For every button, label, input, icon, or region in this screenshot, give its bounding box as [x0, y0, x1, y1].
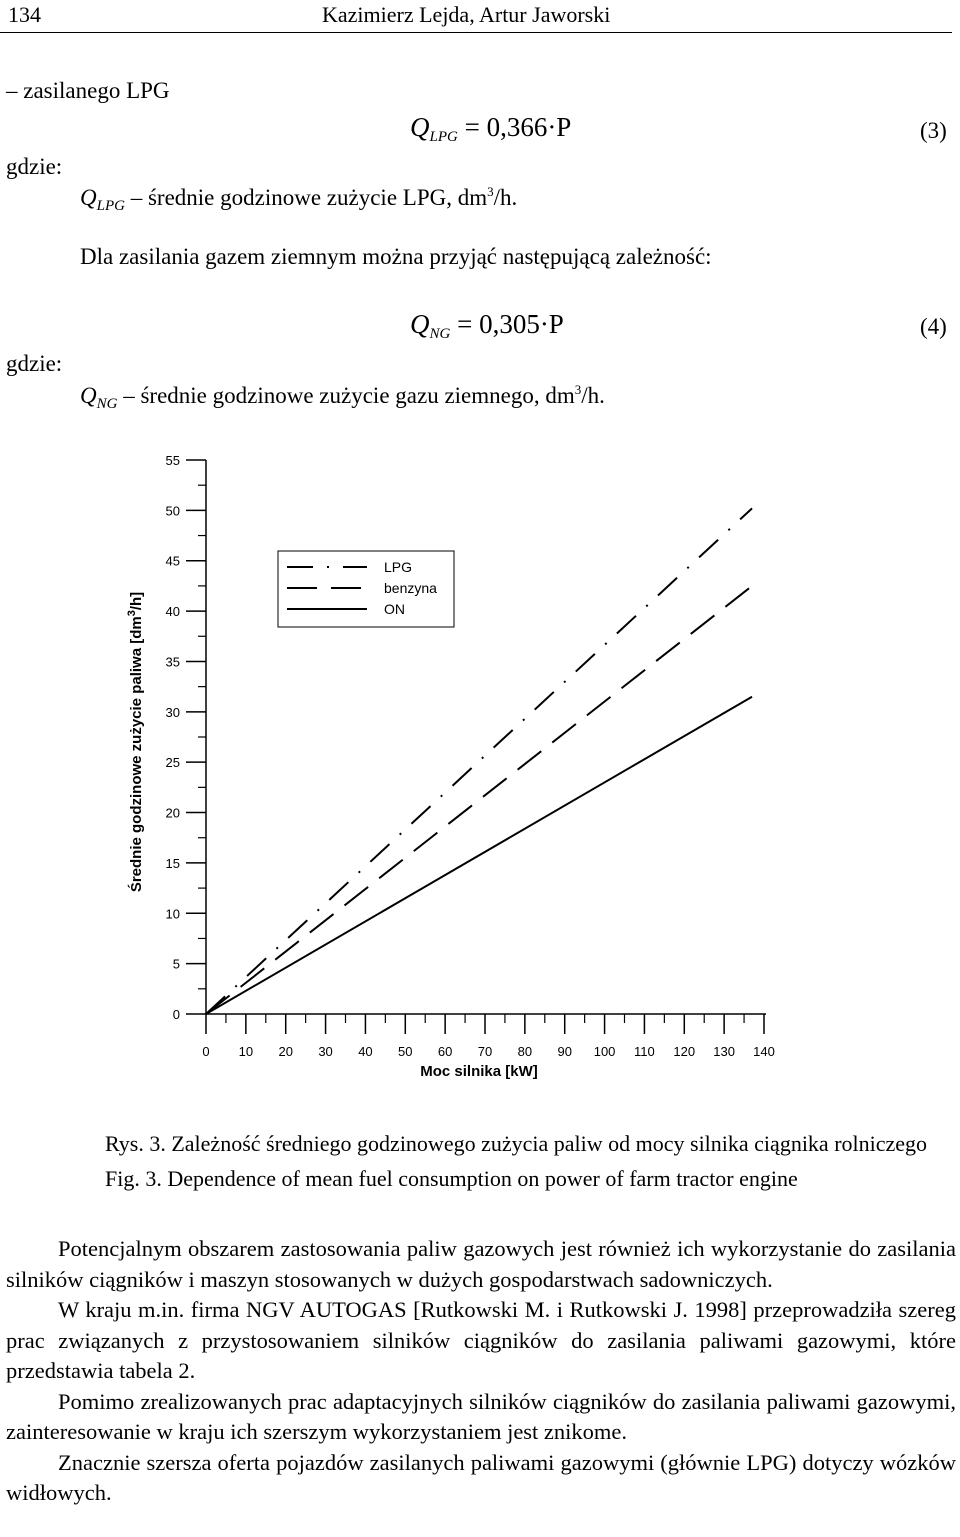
running-head: Kazimierz Lejda, Artur Jaworski — [322, 2, 611, 27]
header-rule — [0, 32, 952, 33]
x-tick-label: 30 — [318, 1044, 333, 1059]
paragraph-2: W kraju m.in. firma NGV AUTOGAS [Rutkowski M. i Rutkowski J. 1998] przeprowadziła szereg prac związanych z przystosowaniem silników ciągników do zasilania paliwami gazowymi, które przedstawia tabela 2. — [6, 1297, 956, 1383]
def1-sup: 3 — [487, 184, 494, 199]
series-line-on — [206, 697, 752, 1014]
y-tick-label: 30 — [165, 704, 180, 720]
x-tick-label: 10 — [238, 1044, 254, 1059]
x-tick-label: 130 — [713, 1044, 735, 1059]
y-tick-label: 25 — [165, 755, 180, 771]
y-axis-ticks — [166, 453, 206, 1022]
paragraph-1: Potencjalnym obszarem zastosowania paliw gazowych jest również ich wykorzystanie do zasilania silników ciągników i maszyn stosowanych w dużych gospodarstwach sadowniczych. — [6, 1236, 956, 1292]
x-tick-label: 80 — [517, 1044, 533, 1059]
eq4-rhs: = 0,305·P — [457, 309, 564, 339]
def2-sup: 3 — [574, 382, 582, 397]
body-text — [6, 1234, 956, 1509]
legend-label-benzyna: benzyna — [384, 580, 437, 596]
y-tick-label: 35 — [165, 654, 180, 670]
eq4-symbol: Q — [410, 309, 430, 339]
x-tick-label: 60 — [437, 1044, 453, 1059]
figure-caption-pl: Rys. 3. Zależność średniego godzinowego zużycia paliw od mocy silnika ciągnika rolniczego — [105, 1131, 928, 1156]
y-axis-label-tail: /h] — [128, 591, 145, 611]
gdzie-label: gdzie: — [6, 154, 63, 179]
y-tick-label: 55 — [165, 453, 180, 468]
def2-tail: /h. — [581, 383, 605, 408]
gdzie-label-2: gdzie: — [6, 351, 63, 376]
x-tick-label: 110 — [634, 1044, 655, 1059]
definition-q-ng — [80, 382, 605, 413]
y-axis-label — [126, 592, 145, 892]
y-tick-label: 0 — [172, 1007, 180, 1022]
def2-symbol: Q — [80, 383, 97, 408]
y-tick-label: 10 — [165, 906, 180, 922]
x-tick-label: 140 — [753, 1044, 775, 1059]
y-tick-label: 20 — [165, 805, 180, 821]
series-line-benzyna — [206, 586, 752, 1014]
paragraph-4: Znacznie szersza oferta pojazdów zasilanych paliwami gazowymi (głównie LPG) dotyczy wózków widłowych. — [6, 1449, 956, 1505]
def1-symbol: Q — [80, 185, 97, 210]
equation-4-number: (4) — [920, 314, 947, 339]
legend-label-lpg: LPG — [384, 559, 413, 575]
y-axis-label-sup: 3 — [126, 610, 138, 617]
x-axis-label: Moc silnika [kW] — [420, 1063, 538, 1080]
paragraph-3: Pomimo zrealizowanych prac adaptacyjnych silników ciągników do zasilania paliwami gazowymi, zainteresowanie w kraju ich szerszym wykorzystaniem jest znikome. — [6, 1388, 956, 1444]
y-tick-label: 15 — [165, 855, 180, 871]
equation-4 — [410, 309, 564, 343]
def1-text: – średnie godzinowe zużycie LPG, dm — [130, 185, 488, 210]
x-tick-label: 40 — [358, 1044, 373, 1059]
def1-subscript: LPG — [96, 198, 125, 214]
y-tick-label: 45 — [165, 553, 180, 569]
chart-legend — [278, 551, 454, 627]
def1-tail: /h. — [493, 185, 518, 210]
x-tick-label: 90 — [557, 1044, 572, 1059]
eq4-subscript: NG — [429, 326, 451, 342]
y-tick-label: 5 — [172, 956, 180, 972]
fuel-consumption-chart — [0, 440, 960, 1090]
equation-3 — [410, 112, 571, 146]
x-tick-label: 20 — [278, 1044, 293, 1059]
page-number: 134 — [8, 2, 41, 27]
eq3-rhs: = 0,366·P — [464, 112, 572, 142]
y-axis-label-main: Średnie godzinowe zużycie paliwa [dm — [128, 616, 145, 893]
equation-3-number: (3) — [920, 118, 947, 143]
x-tick-label: 120 — [673, 1044, 696, 1059]
x-axis-ticks — [202, 1014, 774, 1059]
y-tick-label: 40 — [165, 604, 180, 620]
intro-ng: Dla zasilania gazem ziemnym można przyjąć następującą zależność: — [80, 244, 712, 269]
eq3-symbol: Q — [410, 112, 430, 142]
figure-caption-en: Fig. 3. Dependence of mean fuel consumption on power of farm tractor engine — [105, 1166, 798, 1191]
x-tick-label: 0 — [202, 1044, 210, 1059]
x-tick-label: 100 — [593, 1044, 616, 1059]
definition-q-lpg — [80, 184, 517, 215]
list-item-lpg: – zasilanego LPG — [6, 78, 170, 103]
def2-text: – średnie godzinowe zużycie gazu ziemnego, dm — [123, 383, 575, 408]
x-tick-label: 50 — [398, 1044, 413, 1059]
legend-label-on: ON — [384, 601, 405, 617]
x-tick-label: 70 — [477, 1044, 493, 1059]
eq3-subscript: LPG — [429, 129, 458, 145]
def2-subscript: NG — [96, 396, 118, 412]
y-tick-label: 50 — [165, 503, 180, 519]
